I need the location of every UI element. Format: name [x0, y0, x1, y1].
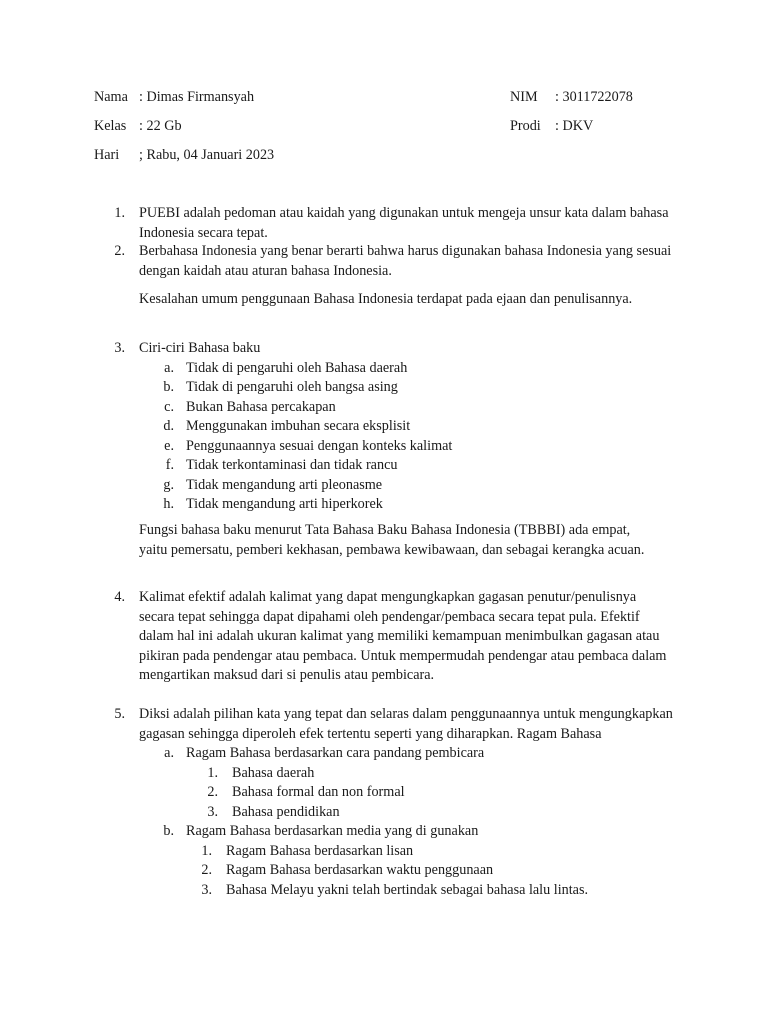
- subsublist-item: [94, 764, 674, 784]
- field-kelas-label: Kelas: [94, 118, 127, 134]
- sublist-text: Tidak mengandung arti pleonasme: [186, 476, 383, 493]
- sublist-letter: a.: [164, 745, 174, 761]
- list-number: 1.: [114, 205, 125, 221]
- sublist-letter: g.: [163, 476, 174, 493]
- field-nama-label: Nama: [94, 89, 128, 105]
- list-item: [94, 204, 694, 243]
- field-prodi-label: Prodi: [510, 118, 541, 134]
- answer-1: [94, 204, 694, 243]
- field-prodi-value: : DKV: [555, 118, 594, 134]
- field-hari-value: ; Rabu, 04 Januari 2023: [139, 147, 275, 163]
- list-text: Kalimat efektif adalah kalimat yang dapat mengungkapkan gagasan penutur/penulisnya secara tepat sehingga dapat dipahami oleh pendengar/pembaca secara tepat pula. Efektif dalam hal ini adalah ukuran kalimat yang memiliki kemampuan menimbulkan gagasan atau pikiran pada pendengar atau pembaca. Untuk mempermudah pendengar atau pembaca dalam mengartikan maksud dari si penulis atau pembicara.: [139, 589, 667, 683]
- sublist-text: Tidak di pengaruhi oleh Bahasa daerah: [186, 359, 408, 376]
- field-nim-label: NIM: [510, 89, 538, 105]
- list-number: 3.: [114, 340, 125, 356]
- sublist-item: [94, 744, 674, 764]
- subsublist-item: [94, 803, 674, 823]
- field-nama: [94, 88, 394, 108]
- subsublist-text: Bahasa daerah: [232, 764, 315, 781]
- sublist-text: Tidak mengandung arti hiperkorek: [186, 496, 383, 512]
- subsublist-text: Bahasa formal dan non formal: [232, 784, 405, 800]
- subsublist-number: 2.: [201, 862, 212, 878]
- list-item: [94, 588, 669, 686]
- list-text: Ciri-ciri Bahasa baku: [139, 340, 261, 356]
- field-kelas: [94, 117, 394, 137]
- answer-2: [94, 242, 694, 281]
- sublist-letter: h.: [163, 496, 174, 512]
- subsublist-text: Bahasa Melayu yakni telah bertindak sebagai bahasa lalu lintas.: [226, 881, 589, 898]
- field-hari-label: Hari: [94, 147, 120, 163]
- sublist-text: Ragam Bahasa berdasarkan cara pandang pembicara: [186, 745, 485, 761]
- sublist-letter: b.: [163, 823, 174, 839]
- sublist-letter: d.: [163, 418, 174, 434]
- subsublist-number: 3.: [201, 881, 212, 898]
- sublist-item: [94, 822, 674, 842]
- subsublist-number: 1.: [207, 764, 218, 781]
- subsublist-text: Bahasa pendidikan: [232, 803, 340, 820]
- subsublist-number: 2.: [207, 784, 218, 800]
- subsublist-text: Ragam Bahasa berdasarkan waktu penggunaan: [226, 862, 494, 878]
- sublist-text: Tidak di pengaruhi oleh bangsa asing: [186, 379, 398, 395]
- sublist-text: Penggunaannya sesuai dengan konteks kalimat: [186, 437, 453, 454]
- sublist-letter: e.: [164, 437, 174, 454]
- field-prodi: [510, 117, 710, 137]
- sublist-item: [94, 378, 694, 398]
- field-nim: [510, 88, 710, 108]
- field-kelas-value: : 22 Gb: [139, 118, 182, 134]
- sublist-item: [94, 456, 694, 476]
- field-nim-value: : 3011722078: [555, 89, 633, 105]
- sublist-item: [94, 495, 694, 515]
- sublist-item: [94, 476, 694, 496]
- list-text: Diksi adalah pilihan kata yang tepat dan selaras dalam penggunaannya untuk mengungkapkan gagasan sehingga diperoleh efek tertentu seperti yang diharapkan. Ragam Bahasa: [139, 706, 673, 742]
- sublist-letter: b.: [163, 379, 174, 395]
- answer-2-paragraph: [94, 290, 694, 310]
- sublist-text: Menggunakan imbuhan secara eksplisit: [186, 418, 411, 434]
- sublist-text: Bukan Bahasa percakapan: [186, 398, 336, 415]
- field-nama-value: : Dimas Firmansyah: [139, 89, 255, 105]
- paragraph-text: Fungsi bahasa baku menurut Tata Bahasa Baku Bahasa Indonesia (TBBBI) ada empat, yaitu pemersatu, pemberi kekhasan, pembawa kewibawaan, dan sebagai kerangka acuan.: [139, 522, 645, 558]
- subsublist-text: Ragam Bahasa berdasarkan lisan: [226, 842, 414, 859]
- list-item: [94, 242, 694, 281]
- sublist-item: [94, 359, 694, 379]
- subsublist-item: [94, 861, 674, 881]
- list-number: 4.: [114, 589, 125, 605]
- answer-4: [94, 588, 669, 686]
- sublist-letter: c.: [164, 398, 174, 415]
- list-item: [94, 705, 674, 744]
- sublist-text: Ragam Bahasa berdasarkan media yang di gunakan: [186, 823, 479, 839]
- subsublist-number: 3.: [207, 803, 218, 820]
- answer-3: [94, 339, 694, 515]
- field-hari: [94, 146, 394, 166]
- list-text: PUEBI adalah pedoman atau kaidah yang digunakan untuk mengeja unsur kata dalam bahasa Indonesia secara tepat.: [139, 205, 669, 241]
- subsublist-item: [94, 881, 674, 901]
- list-item: [94, 339, 694, 359]
- sublist-letter: f.: [165, 457, 174, 473]
- sublist-text: Tidak terkontaminasi dan tidak rancu: [186, 457, 398, 473]
- sublist-item: [94, 417, 694, 437]
- sublist-letter: a.: [164, 359, 174, 376]
- subsublist-item: [94, 783, 674, 803]
- answer-5: [94, 705, 674, 900]
- subsublist-number: 1.: [201, 842, 212, 859]
- list-text: Berbahasa Indonesia yang benar berarti bahwa harus digunakan bahasa Indonesia yang sesuai dengan kaidah atau aturan bahasa Indonesia.: [139, 243, 672, 279]
- sublist-item: [94, 437, 694, 457]
- subsublist-item: [94, 842, 674, 862]
- answer-3-paragraph: [94, 521, 654, 560]
- list-number: 2.: [114, 243, 125, 259]
- list-number: 5.: [114, 706, 125, 722]
- paragraph-text: Kesalahan umum penggunaan Bahasa Indonesia terdapat pada ejaan dan penulisannya.: [139, 291, 633, 307]
- sublist-item: [94, 398, 694, 418]
